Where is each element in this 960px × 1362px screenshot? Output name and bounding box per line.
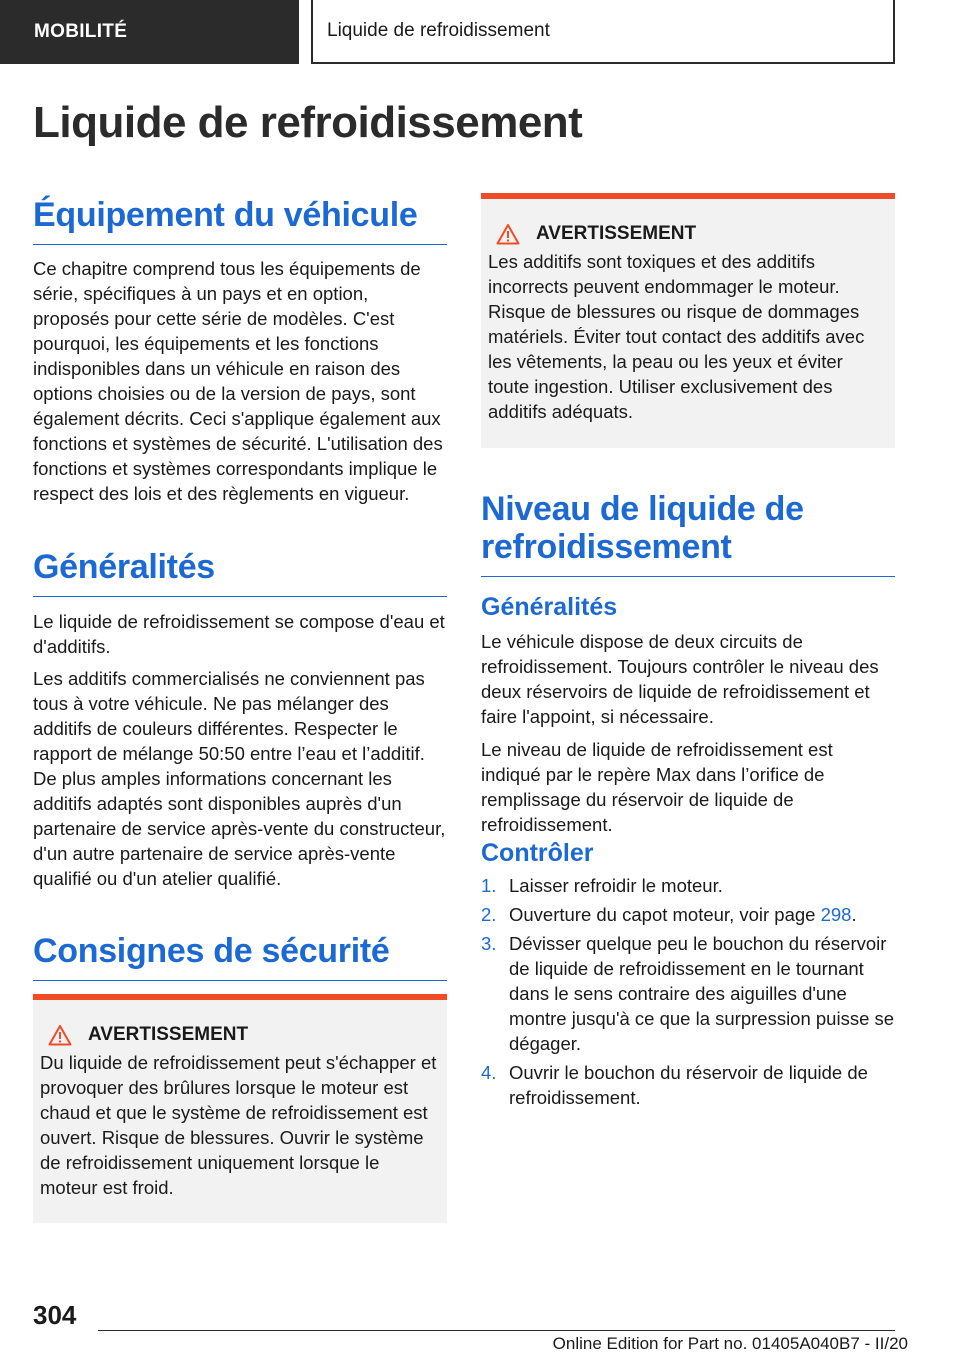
- general-text-2: Les additifs commercialisés ne conviennent pas tous à votre véhicule. Ne pas mélanger des additifs de couleurs différentes. Respecter le rapport de mélange 50:50 entre l’eau et l’additif. De plus amples informations concernant les additifs adaptés sont disponibles auprès d'un partenaire de service après-vente du constructeur, d'un autre partenaire de service après-vente qualifié ou d'un atelier qualifié.: [33, 668, 446, 889]
- level-text-1: Le véhicule dispose de deux circuits de refroidissement. Toujours contrôler le niveau des deux réservoirs de liquide de refroidissement et faire l'appoint, si nécessaire.: [481, 631, 879, 727]
- warning-text: Du liquide de refroidissement peut s'échapper et provoquer des brûlures lorsque le moteur est chaud et que le système de refroidissement est ouvert. Risque de blessures. Ouvrir le système de refroidissement uniquement lorsque le moteur est froid.: [40, 1052, 437, 1198]
- step-text: Ouvrir le bouchon du réservoir de liquide de refroidissement.: [509, 1062, 868, 1108]
- page-header: [0, 0, 960, 64]
- warning-text: Les additifs sont toxiques et des additifs incorrects peuvent endommager le moteur. Risque de blessures ou risque de dommages matériels. Éviter tout contact des additifs avec les vêtements, la peau ou les yeux et éviter toute ingestion. Utiliser exclusivement des additifs adéquats.: [488, 251, 865, 422]
- subheading-general: Généralités: [481, 593, 618, 621]
- list-item: [481, 873, 895, 898]
- check-steps-list: [481, 873, 895, 1114]
- page-number: 304: [33, 1300, 77, 1330]
- step-text-end: .: [851, 904, 857, 925]
- step-text: Ouverture du capot moteur, voir page: [509, 904, 821, 925]
- section-tab: MOBILITÉ: [0, 0, 299, 64]
- list-item: [481, 902, 895, 927]
- footer-divider: [98, 1330, 895, 1331]
- step-text-wrap: [509, 902, 857, 927]
- warning-label: AVERTISSEMENT: [88, 1024, 249, 1045]
- heading-safety: Consignes de sécurité: [33, 932, 447, 981]
- step-text: Laisser refroidir le moteur.: [509, 875, 723, 896]
- list-item: [481, 1060, 895, 1110]
- level-text-2: Le niveau de liquide de refroidissement est indiqué par le repère Max dans l’orifice de remplissage du réservoir de liquide de refroidissement.: [481, 739, 833, 835]
- step-text: Dévisser quelque peu le bouchon du réservoir de liquide de refroidissement en le tournant dans le sens contraire des aiguilles d'une montre jusqu'à ce que la surpression puisse se dégager.: [509, 933, 895, 1054]
- warning-box-additives: [481, 193, 895, 448]
- general-text-1: Le liquide de refroidissement se compose d'eau et d'additifs.: [33, 611, 445, 657]
- warning-label: AVERTISSEMENT: [536, 223, 697, 244]
- step-number: 3.: [481, 933, 497, 954]
- warning-triangle-icon: [496, 223, 520, 245]
- step-number: 4.: [481, 1062, 497, 1083]
- list-item: [481, 931, 895, 1056]
- warning-title: [488, 221, 887, 247]
- heading-general: Généralités: [33, 548, 447, 597]
- warning-triangle-icon: [48, 1024, 72, 1046]
- page-title: Liquide de refroidissement: [33, 98, 583, 147]
- step-number: 1.: [481, 875, 497, 896]
- footer-edition: Online Edition for Part no. 01405A040B7 - II/20: [552, 1334, 908, 1353]
- warning-title: [40, 1022, 439, 1048]
- heading-equipment: Équipement du véhicule: [33, 196, 447, 245]
- subheading-check: Contrôler: [481, 839, 594, 867]
- page-link[interactable]: 298: [820, 904, 852, 925]
- heading-coolant-level: Niveau de liquide de refroidissement: [481, 490, 895, 577]
- step-number: 2.: [481, 904, 497, 925]
- chapter-tab: Liquide de refroidissement: [311, 0, 895, 64]
- warning-box-safety: [33, 994, 447, 1223]
- equipment-text: Ce chapitre comprend tous les équipements de série, spécifiques à un pays et en option, proposés pour cette série de modèles. C'est pourquoi, les équipements et les fonctions indisponibles dans un véhicule en raison des options choisies ou de la version de pays, sont également décrits. Ceci s'applique également aux fonctions et systèmes de sécurité. L'utilisation des fonctions et systèmes correspondants implique le respect des lois et des règlements en vigueur.: [33, 258, 443, 504]
